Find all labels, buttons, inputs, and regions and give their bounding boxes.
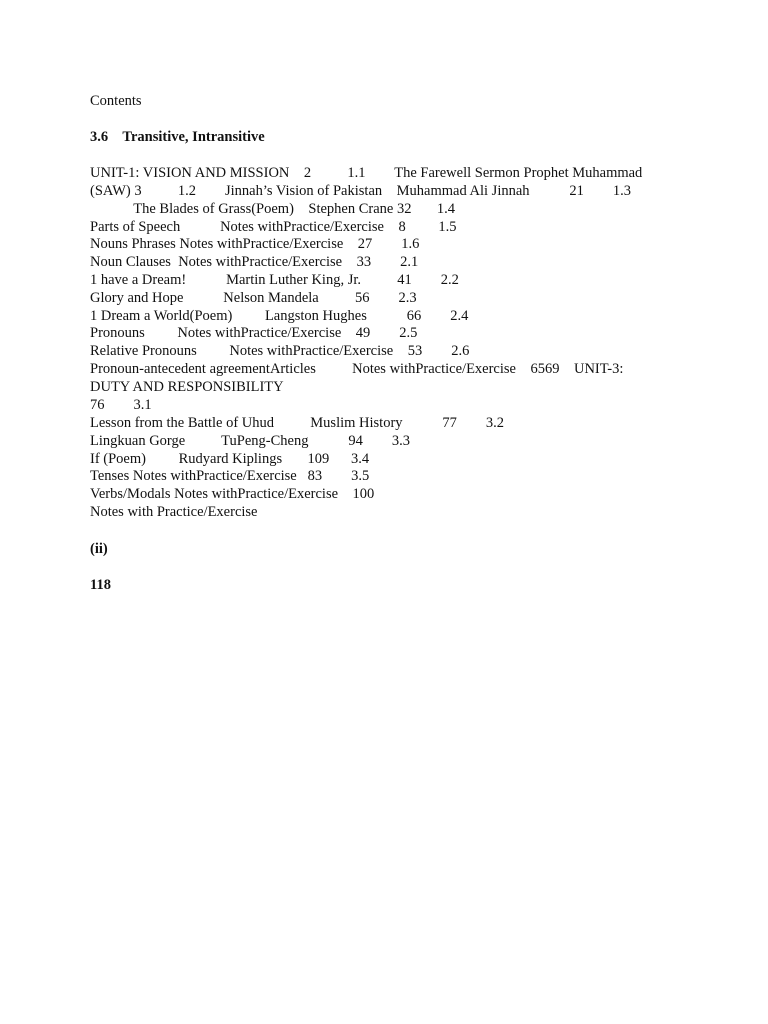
toc-line: 1 Dream a World(Poem) Langston Hughes 66 2.4 [90, 308, 469, 324]
toc-line: 1 have a Dream! Martin Luther King, Jr. 41 2.2 [90, 272, 459, 288]
toc-line: (SAW) 3 1.2 Jinnah’s Vision of Pakistan Muhammad Ali Jinnah 21 1.3 [90, 183, 632, 199]
page-number: 118 [90, 577, 111, 593]
toc-line: UNIT-1: VISION AND MISSION 2 1.1 The Farewell Sermon Prophet Muhammad [90, 165, 643, 181]
toc-line: Lesson from the Battle of Uhud Muslim History 77 3.2 [90, 415, 505, 431]
toc-line: Lingkuan Gorge TuPeng-Cheng 94 3.3 [90, 433, 410, 449]
section-heading: 3.6 Transitive, Intransitive [90, 129, 265, 145]
toc-line: Relative Pronouns Notes withPractice/Exercise 53 2.6 [90, 343, 470, 359]
toc-line: Glory and Hope Nelson Mandela 56 2.3 [90, 290, 417, 306]
toc-line: Noun Clauses Notes withPractice/Exercise 33 2.1 [90, 254, 419, 270]
contents-label: Contents [90, 93, 142, 109]
toc-line: If (Poem) Rudyard Kiplings 109 3.4 [90, 451, 370, 467]
toc-line: 76 3.1 [90, 397, 152, 413]
toc-line: Parts of Speech Notes withPractice/Exercise 8 1.5 [90, 219, 457, 235]
roman-page-label: (ii) [90, 541, 108, 557]
toc-line: Notes with Practice/Exercise [90, 504, 258, 520]
toc-line: DUTY AND RESPONSIBILITY [90, 379, 284, 395]
toc-line: Tenses Notes withPractice/Exercise 83 3.5 [90, 468, 370, 484]
toc-line: Pronoun-antecedent agreementArticles Notes withPractice/Exercise 6569 UNIT-3: [90, 361, 624, 377]
toc-line: Verbs/Modals Notes withPractice/Exercise 100 [90, 486, 375, 502]
toc-line: Nouns Phrases Notes withPractice/Exercise 27 1.6 [90, 236, 420, 252]
toc-line: The Blades of Grass(Poem) Stephen Crane 32 1.4 [90, 201, 455, 217]
toc-line: Pronouns Notes withPractice/Exercise 49 2.5 [90, 325, 418, 341]
